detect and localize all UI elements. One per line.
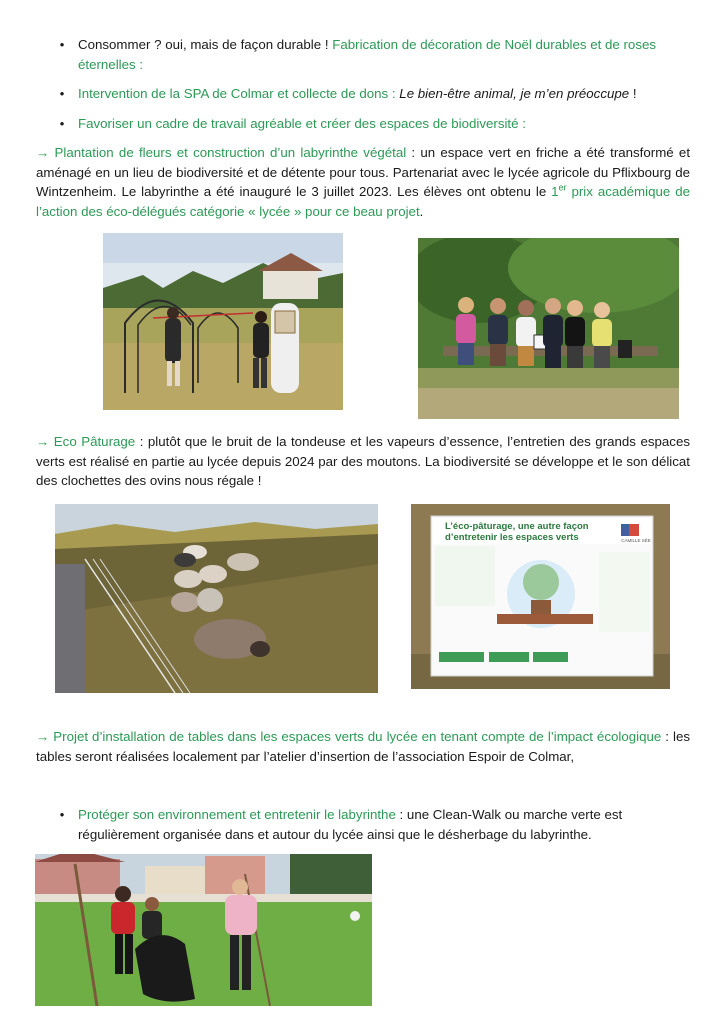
bullet-biodiversity-spaces (55, 114, 675, 134)
poster-logo: CAMILLE SÉE (621, 538, 651, 543)
bullet-christmas-decorations (55, 35, 675, 74)
paragraph-eco-paturage (36, 432, 690, 491)
prize-number: 1 (551, 184, 559, 199)
paragraph-end: . (419, 203, 424, 219)
bullet-spa-colmar (55, 84, 675, 104)
photo-sheep-grazing (55, 504, 378, 693)
paragraph-body: : un espace vert en friche a été transformé et aménagé en un lieu de biodiversité et de détente pour tous. Partenariat avec le lycée agricole du Pflixbourg de Wintzenheim. Le labyrinthe a été inauguré le 3 juillet 2023. Les élèves ont obtenu le (36, 145, 691, 199)
bullet-dot: • (59, 807, 65, 822)
photo-clean-walk (35, 854, 372, 1006)
paragraph-tables-project (36, 727, 690, 766)
poster-title-line1: L’éco-pâturage, une autre façon (445, 521, 589, 532)
prize-description: prix académique de l’action des éco-délégués catégorie « lycée » pour ce beau projet (36, 184, 690, 219)
prize-superscript: er (558, 182, 567, 193)
bullet-green-text: Fabrication de décoration de Noël durables et de roses éternelles : (78, 37, 657, 72)
bullet-green-text: Favoriser un cadre de travail agréable et créer des espaces de biodiversité : (78, 116, 526, 131)
paragraph-body: : plutôt que le bruit de la tondeuse et les vapeurs d’essence, l’entretien des grands espaces verts est réalisé en partie au lycée depuis 2024 par des moutons. La biodiversité se développe et le son délicat des clochettes des ovins nous régale ! (36, 434, 690, 488)
paragraph-body: : les tables seront réalisées localement par l’atelier d’insertion de l’association Espoir de Colmar, (36, 729, 690, 764)
bullet-dot: • (59, 86, 65, 101)
paragraph-heading: → Eco Pâturage (36, 434, 136, 449)
bullet-green-text: Intervention de la SPA de Colmar et collecte de dons : (78, 86, 396, 101)
paragraph-heading: → Plantation de fleurs et construction d’un labyrinthe végétal (36, 145, 407, 160)
bullet-italic-text: Le bien-être animal, je m’en préoccupe (399, 86, 630, 101)
bullet-plain-text: : une Clean-Walk ou marche verte est régulièrement organisée dans et autour du lycée ainsi que le désherbage du labyrinthe. (78, 807, 623, 842)
bullet-dot: • (59, 37, 65, 52)
bullet-text (78, 805, 695, 844)
photo-eco-paturage-poster (411, 504, 670, 689)
bullet-plain-text: Consommer ? oui, mais de façon durable ! (78, 37, 333, 52)
photo-students-group (418, 238, 679, 419)
poster-title-line2: d’entretenir les espaces verts (445, 532, 579, 543)
poster-title (445, 521, 615, 543)
bullet-green-text: Protéger son environnement et entretenir le labyrinthe (78, 807, 396, 822)
paragraph-labyrinth (36, 143, 690, 221)
paragraph-heading: → Projet d’installation de tables dans les espaces verts du lycée en tenant compte de l’impact écologique (36, 729, 662, 744)
bullet-text (78, 35, 675, 74)
bullet-tail-text: ! (629, 86, 637, 101)
bullet-text (78, 84, 675, 104)
bullet-dot: • (59, 116, 65, 131)
bullet-protect-environment (55, 805, 695, 844)
photo-labyrinth-arches (103, 233, 343, 410)
